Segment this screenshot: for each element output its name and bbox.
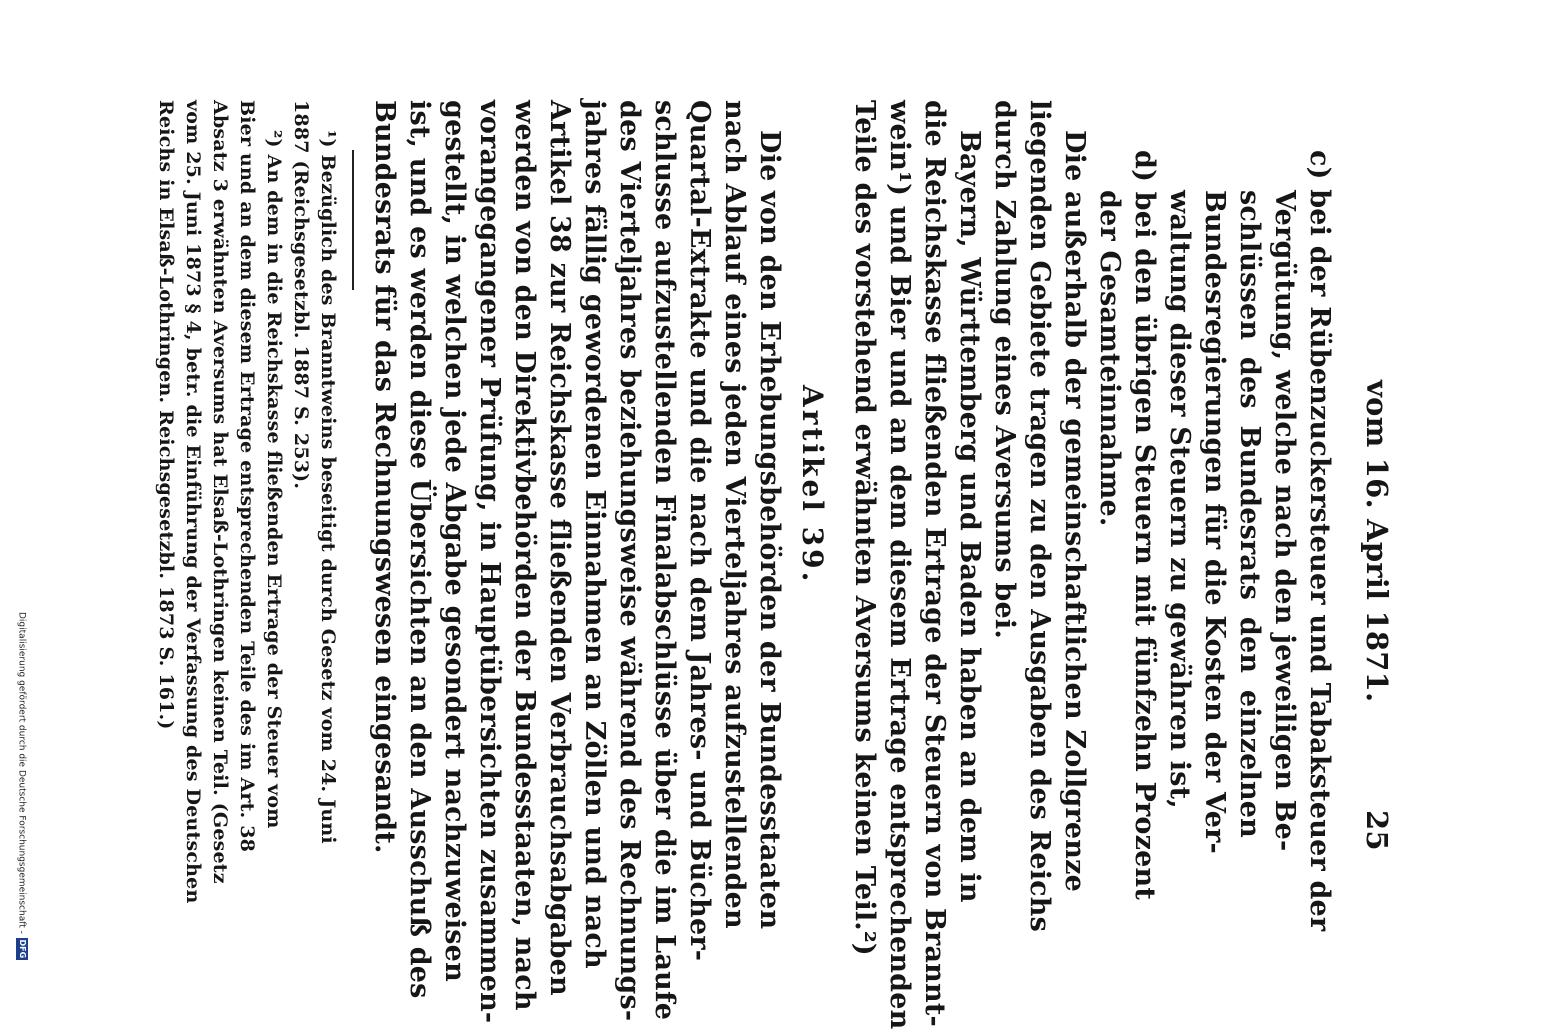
body-line: Bundesrats für das Rechnungswesen eingesandt. — [369, 100, 400, 854]
footnote-line: 1887 (Reichsgesetzbl. 1887 S. 253). — [290, 100, 312, 490]
body-line: Teile des vorstehend erwähnten Aversums keinen Teil.²) — [849, 100, 880, 956]
body-line: ist, und es werden diese Übersichten an den Ausschuß des — [404, 100, 435, 999]
body-line: vorangegangener Prüfung, in Hauptübersichten zusammen- — [474, 100, 505, 1024]
body-line: schlusse aufzustellenden Finalabschlüsse über die im Laufe — [649, 100, 680, 1021]
body-line: c) bei der Rübenzuckersteuer und Tabaksteuer der — [1304, 150, 1335, 932]
body-line: Artikel 38 zur Reichskasse fließenden Verbrauchsabgaben — [544, 100, 575, 996]
page-number: 25 — [1360, 810, 1394, 851]
dfg-credit-text: Digitalisierung gefördert durch die Deutsche Forschungsgemeinschaft - — [16, 612, 27, 934]
body-line: Die außerhalb der gemeinschaftlichen Zollgrenze — [1059, 130, 1090, 893]
body-line: durch Zahlung eines Aversums bei. — [989, 100, 1020, 639]
body-line: wein¹) und Bier und an dem diesem Ertrage entsprechenden — [884, 100, 915, 1029]
body-line: werden von den Direktivbehörden der Bundesstaaten, nach — [509, 100, 540, 1011]
dfg-logo: DFG — [18, 939, 27, 959]
footnote-line: vom 25. Juni 1873 § 4, betr. die Einführung der Verfassung des Deutschen — [182, 100, 204, 904]
body-line: Bayern, Württemberg und Baden haben an dem in — [954, 130, 985, 903]
body-line: jahres fällig gewordenen Einnahmen an Zöllen und nach — [579, 100, 610, 969]
body-line: gestellt, in welchen jede Abgabe gesondert nachzuweisen — [439, 100, 470, 982]
article-heading: Artikel 39. — [796, 385, 829, 585]
body-line: Quartal-Extrakte und die nach dem Jahres- und Bücher- — [684, 100, 715, 962]
footnote-line: ¹) Bezüglich des Branntweins beseitigt durch Gesetz vom 24. Juni — [317, 130, 339, 844]
body-line: Bundesregierungen für die Kosten der Ver- — [1199, 190, 1230, 854]
body-line: des Vierteljahres beziehungsweise während des Rechnungs- — [614, 100, 645, 1022]
body-line: Die von den Erhebungsbehörden der Bundesstaaten — [754, 130, 785, 930]
body-line: der Gesamteinnahme. — [1094, 190, 1125, 527]
dfg-credit — [16, 612, 28, 960]
footnote-line: ²) An dem in die Reichskasse fließenden Ertrage der Steuer vom — [263, 130, 285, 829]
running-title: vom 16. April 1871. — [1360, 380, 1394, 703]
body-line: liegenden Gebiete tragen zu den Ausgaben des Reichs — [1024, 100, 1055, 933]
footnote-rule — [352, 150, 354, 290]
footnote-line: Bier und an dem diesem Ertrage entsprechenden Teile des im Art. 38 — [236, 100, 258, 853]
body-line: waltung dieser Steuern zu gewähren ist, — [1164, 190, 1195, 809]
body-line: schlüssen des Bundesrats den einzelnen — [1234, 190, 1265, 838]
footnote-line: Absatz 3 erwähnten Aversums hat Elsaß-Lothringen keinen Teil. (Gesetz — [209, 100, 231, 884]
footnote-line: Reichs in Elsaß-Lothringen. Reichsgesetzbl. 1873 S. 161.) — [155, 100, 177, 730]
body-line: nach Ablauf eines jeden Vierteljahres aufzustellenden — [719, 100, 750, 929]
body-line: d) bei den übrigen Steuern mit fünfzehn Prozent — [1129, 150, 1160, 901]
body-line: die Reichskasse fließenden Ertrage der Steuern von Brannt- — [919, 100, 950, 1027]
body-line: Vergütung, welche nach den jeweiligen Be- — [1269, 190, 1300, 852]
